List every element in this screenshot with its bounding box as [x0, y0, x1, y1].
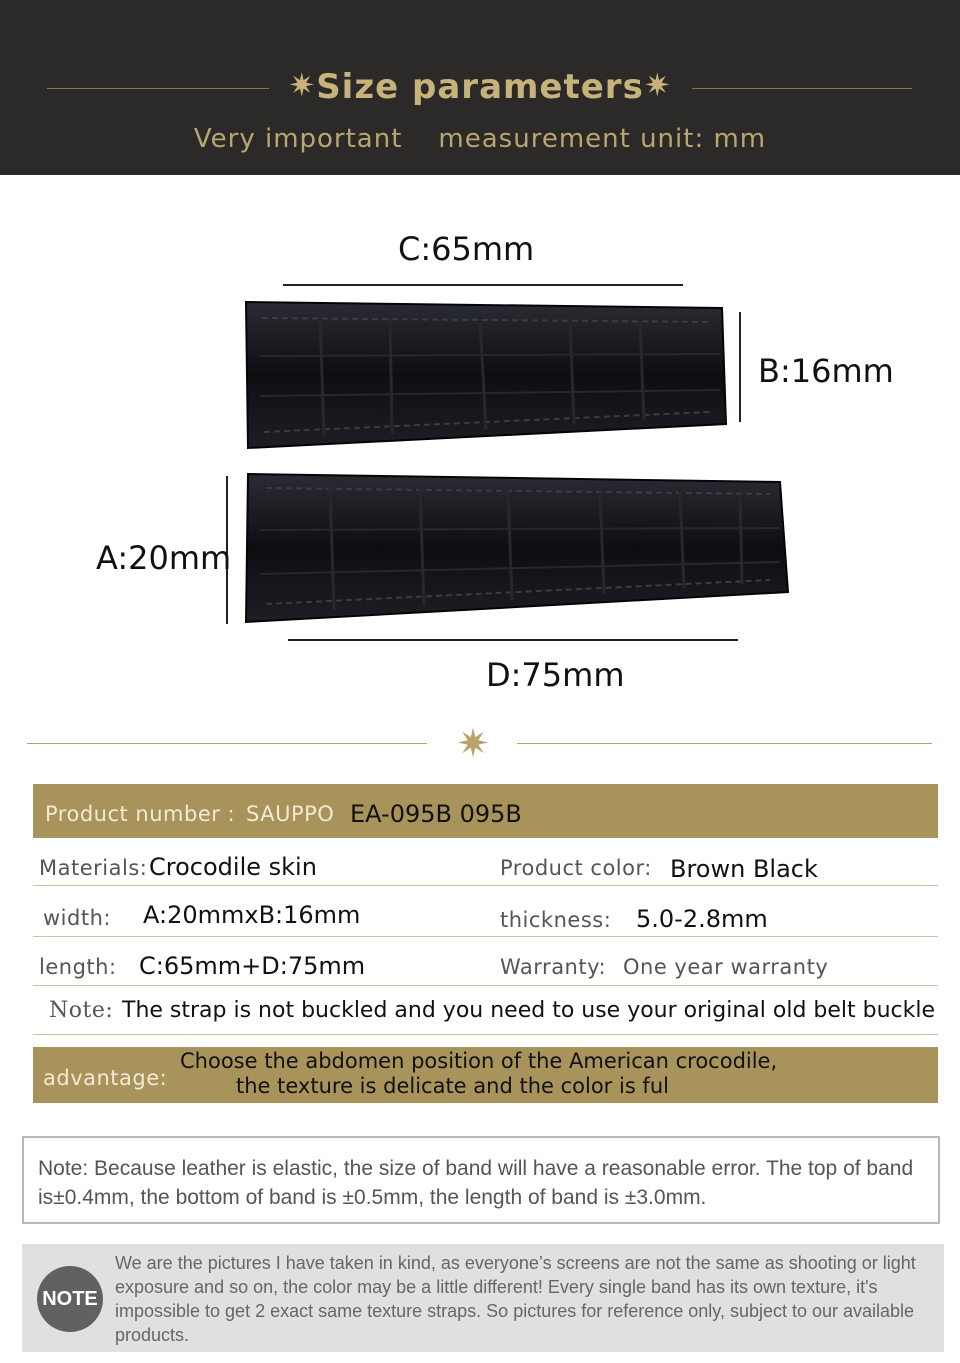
color-value: Brown Black [670, 855, 818, 883]
header-banner [0, 0, 960, 175]
dimension-d-label: D:75mm [486, 656, 625, 694]
title-text: Size parameters [316, 67, 644, 107]
note-value: The strap is not buckled and you need to use your original old belt buckle [122, 998, 936, 1023]
star-icon: ✷ [643, 66, 672, 104]
dimension-c-arrow [283, 284, 683, 286]
disclaimer-note-text: We are the pictures I have taken in kind, as everyone’s screens are not the same as shooting or light exposure and so on, the color may be a little different! Every single band has its own texture, it's impossible to get 2 exact same texture straps. So pictures for reference only, subject to our available products. [115, 1253, 916, 1345]
tolerance-note-box [22, 1136, 940, 1224]
section-divider [27, 720, 932, 770]
header-title [0, 66, 960, 107]
warranty-label: Warranty: [500, 955, 607, 979]
header-subtitle [0, 124, 960, 154]
row-divider [33, 936, 938, 937]
dimension-c-label: C:65mm [398, 230, 535, 268]
subtitle-unit: measurement unit: mm [438, 124, 767, 154]
dimension-a-label: A:20mm [96, 539, 232, 577]
dimension-b-arrow [739, 312, 741, 422]
brand-name: SAUPPO [246, 802, 335, 826]
star-icon: ✷ [456, 721, 490, 767]
width-value: A:20mmxB:16mm [143, 901, 361, 929]
advantage-line2: the texture is delicate and the color is ful [236, 1074, 669, 1098]
color-label: Product color: [500, 856, 652, 880]
warranty-value: One year warranty [623, 955, 829, 979]
row-divider [33, 985, 938, 986]
dimension-d-arrow [288, 639, 738, 641]
length-value: C:65mm+D:75mm [139, 952, 366, 980]
disclaimer-note-box [22, 1244, 944, 1352]
product-number-band [33, 784, 938, 838]
strap-image [240, 296, 800, 626]
thickness-value: 5.0-2.8mm [636, 905, 768, 933]
dimension-b-label: B:16mm [758, 352, 894, 390]
row-divider [33, 885, 938, 886]
row-divider [33, 1034, 938, 1035]
strap-top-piece [246, 302, 726, 448]
advantage-line1: Choose the abdomen position of the American crocodile, [180, 1049, 778, 1073]
star-icon: ✷ [288, 66, 317, 104]
product-number-value: EA-095B 095B [350, 800, 522, 828]
note-badge: NOTE [37, 1266, 103, 1332]
materials-label: Materials: [39, 856, 148, 880]
tolerance-note-text: Note: Because leather is elastic, the size of band will have a reasonable error. The top of band is±0.4mm, the bottom of band is ±0.5mm, the length of band is ±3.0mm. [38, 1157, 914, 1209]
materials-value: Crocodile skin [149, 853, 317, 881]
strap-bottom-piece [246, 474, 788, 622]
subtitle-important: Very important [193, 124, 403, 154]
product-number-label: Product number : [45, 802, 236, 826]
length-label: length: [39, 955, 117, 979]
thickness-label: thickness: [500, 908, 612, 932]
advantage-label: advantage: [43, 1066, 168, 1090]
advantage-band [33, 1047, 938, 1103]
note-label: Note: [49, 998, 114, 1023]
width-label: width: [43, 906, 111, 930]
